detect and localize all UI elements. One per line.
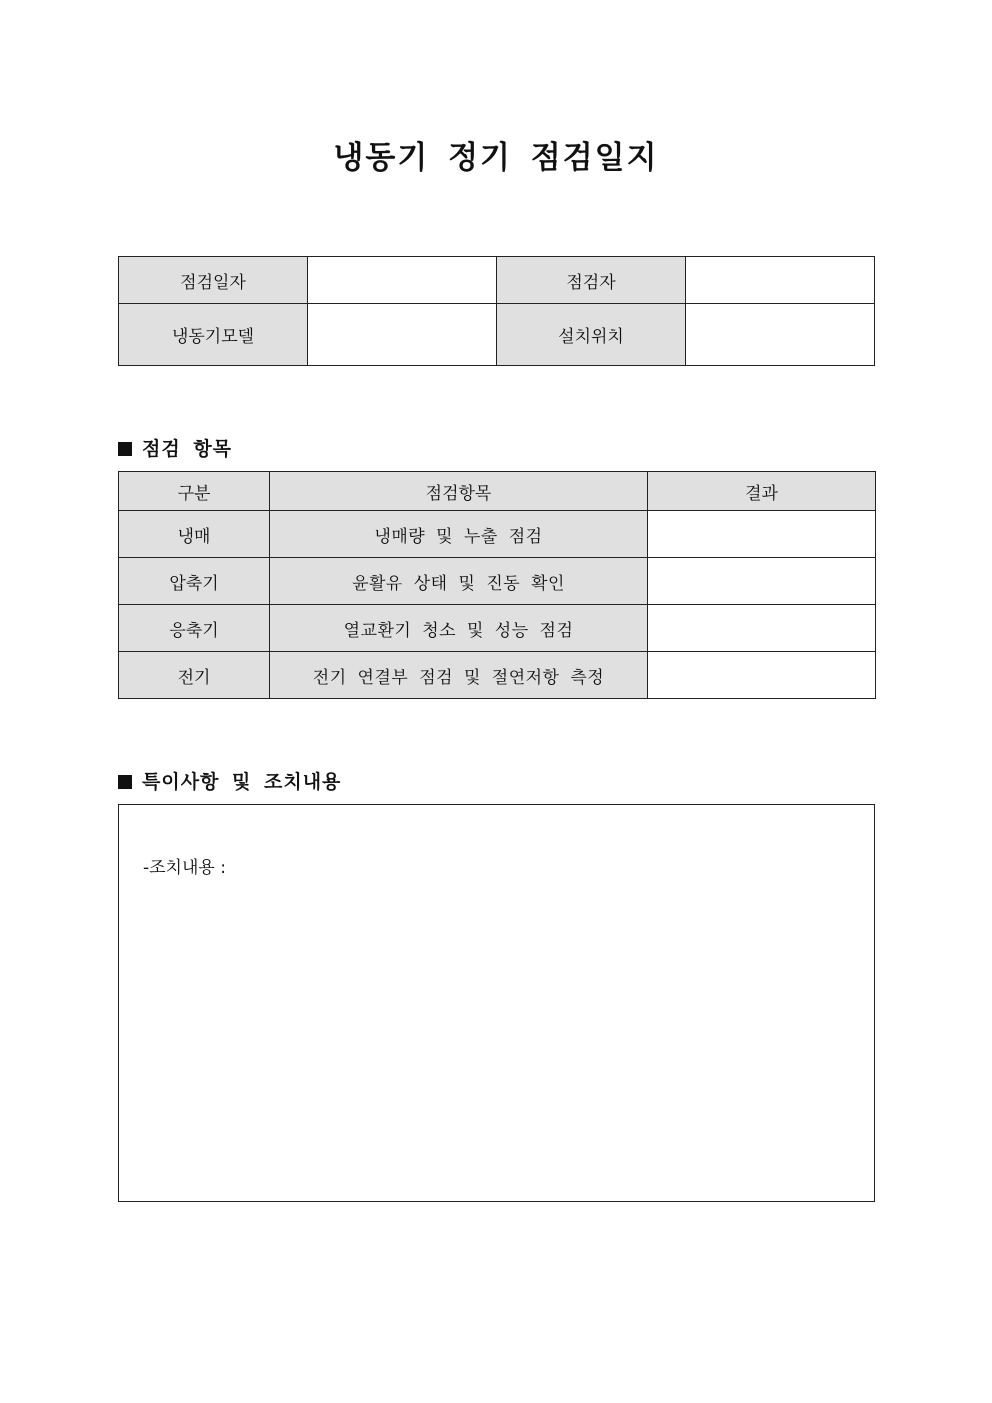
row-item: 열교환기 청소 및 성능 점검 (270, 605, 648, 652)
table-row (119, 558, 876, 605)
square-bullet-icon (118, 442, 132, 456)
model-label: 냉동기모델 (119, 304, 308, 366)
items-section-heading (118, 434, 232, 461)
column-header-item: 점검항목 (270, 472, 648, 511)
row-item: 냉매량 및 누출 점검 (270, 511, 648, 558)
inspection-date-label: 점검일자 (119, 257, 308, 304)
row-category: 전기 (119, 652, 270, 699)
model-field[interactable] (308, 304, 497, 366)
column-header-result: 결과 (648, 472, 876, 511)
inspector-field[interactable] (686, 257, 875, 304)
square-bullet-icon (118, 775, 132, 789)
notes-textarea[interactable] (118, 804, 875, 1202)
table-row (119, 605, 876, 652)
inspection-date-field[interactable] (308, 257, 497, 304)
page-title: 냉동기 정기 점검일지 (333, 140, 659, 176)
row-result-field[interactable] (648, 652, 876, 699)
column-header-category: 구분 (119, 472, 270, 511)
row-result-field[interactable] (648, 511, 876, 558)
row-item: 전기 연결부 점검 및 절연저항 측정 (270, 652, 648, 699)
row-result-field[interactable] (648, 558, 876, 605)
row-category: 응축기 (119, 605, 270, 652)
notes-section-heading (118, 767, 341, 794)
row-category: 압축기 (119, 558, 270, 605)
row-result-field[interactable] (648, 605, 876, 652)
items-section-heading-text: 점검 항목 (142, 438, 233, 460)
row-item: 윤활유 상태 및 진동 확인 (270, 558, 648, 605)
row-category: 냉매 (119, 511, 270, 558)
notes-content: -조치내용 : (143, 858, 226, 878)
table-row (119, 652, 876, 699)
inspector-label: 점검자 (497, 257, 686, 304)
location-field[interactable] (686, 304, 875, 366)
info-table (118, 256, 875, 366)
notes-section-heading-text: 특이사항 및 조치내용 (142, 771, 342, 793)
table-row (119, 511, 876, 558)
location-label: 설치위치 (497, 304, 686, 366)
inspection-items-table (118, 471, 876, 699)
